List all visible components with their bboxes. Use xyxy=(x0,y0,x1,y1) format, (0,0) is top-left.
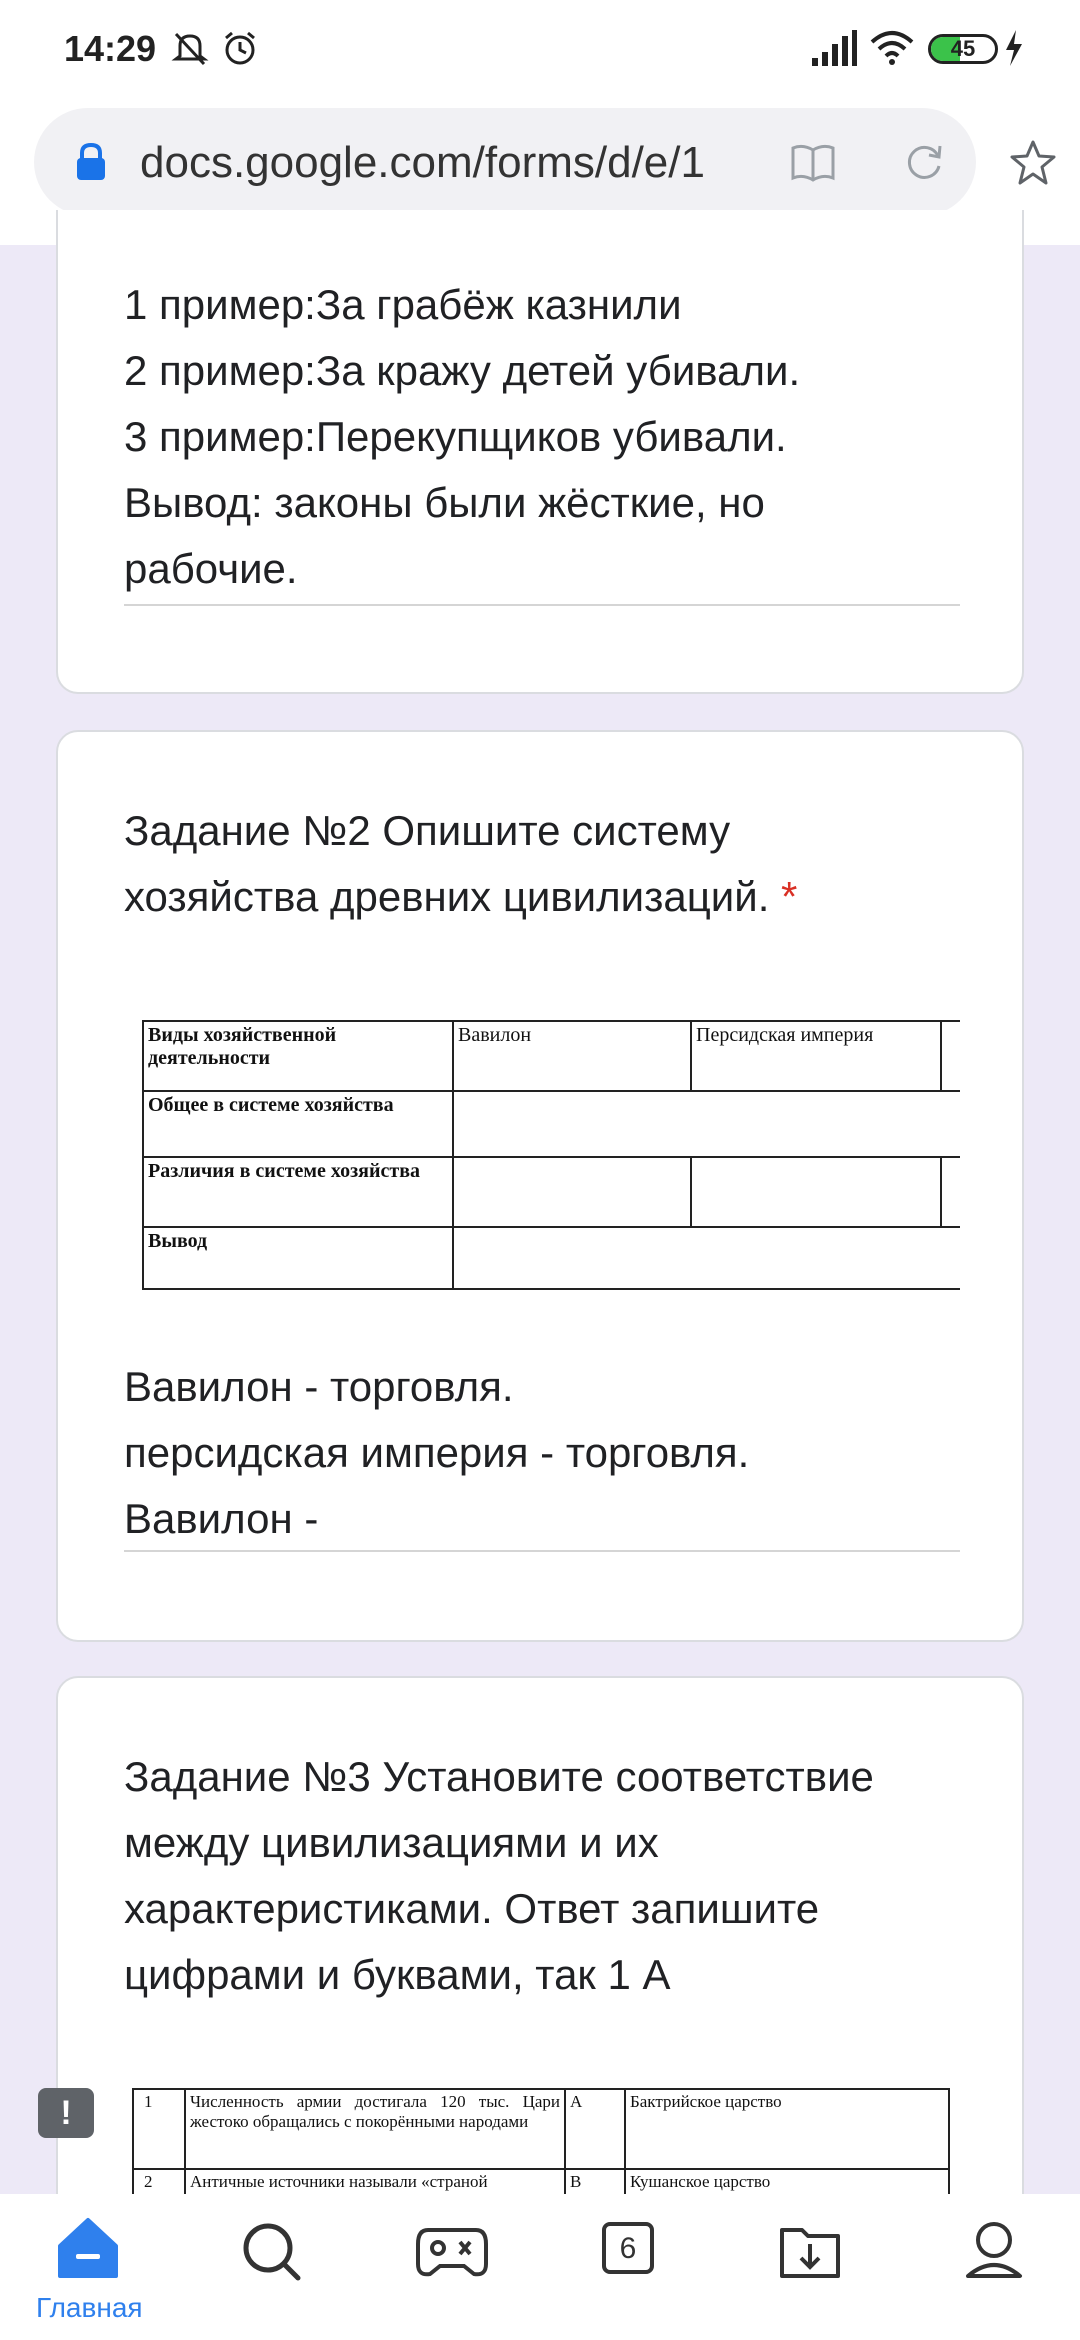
row-number: 1 xyxy=(133,2089,185,2169)
table-cell-empty xyxy=(941,1157,960,1227)
nav-home-label: Главная xyxy=(36,2292,143,2323)
status-time: 14:29 xyxy=(64,28,157,69)
bottom-navigation xyxy=(0,2194,1080,2340)
tabs-icon xyxy=(602,2222,654,2274)
answer-line-2: 2 пример:За кражу детей убивали. xyxy=(124,347,801,394)
required-asterisk: * xyxy=(781,873,798,920)
answer-line-3: 3 пример:Перекупщиков убивали. xyxy=(124,413,787,460)
nav-games[interactable] xyxy=(400,2216,520,2336)
answer-line-1: 1 пример:За грабёж казнили xyxy=(124,281,682,328)
table-row-differences: Различия в системе хозяйства xyxy=(143,1157,453,1227)
nav-tabs[interactable] xyxy=(574,2216,694,2336)
question-image xyxy=(142,1020,960,1292)
economy-table xyxy=(142,1020,960,1290)
row-characteristic: Античные источники называли «страной xyxy=(185,2169,565,2219)
question-card-2 xyxy=(56,730,1024,1642)
question-title xyxy=(124,1744,874,2008)
lock-icon[interactable] xyxy=(74,142,108,182)
nav-search[interactable] xyxy=(210,2216,330,2336)
question-title xyxy=(124,798,797,930)
alarm-icon xyxy=(220,28,260,68)
tabs-count: 6 xyxy=(619,2232,637,2265)
bookmark-star-icon[interactable] xyxy=(1008,138,1058,188)
row-letter: А xyxy=(565,2089,625,2169)
reader-mode-icon[interactable] xyxy=(790,142,836,182)
question-card-1 xyxy=(56,210,1024,694)
answer-line-1: Вавилон - торговля. xyxy=(124,1363,514,1410)
question-title-line-2: хозяйства древних цивилизаций. xyxy=(124,873,770,920)
row-state: Бактрийское царство xyxy=(625,2089,949,2169)
question-title-line-2: между цивилизациями и их xyxy=(124,1819,659,1866)
profile-icon xyxy=(962,2218,1026,2282)
url-text[interactable]: docs.google.com/forms/d/e/1 xyxy=(140,138,705,187)
table-header-persia: Персидская империя xyxy=(691,1021,941,1091)
address-bar[interactable] xyxy=(34,108,976,216)
search-icon xyxy=(240,2220,304,2284)
question-title-line-3: характеристиками. Ответ запишите xyxy=(124,1885,820,1932)
table-header-activities: Виды хозяйственной деятельности xyxy=(143,1021,453,1091)
answer-line-5: рабочие. xyxy=(124,545,298,592)
row-number: 2 xyxy=(133,2169,185,2219)
answer-line-4: Вывод: законы были жёсткие, но xyxy=(124,479,765,526)
reload-icon[interactable] xyxy=(902,140,946,184)
downloads-icon xyxy=(778,2220,842,2280)
status-bar xyxy=(0,0,1080,100)
table-cell-empty xyxy=(453,1227,960,1289)
table-header-cut xyxy=(941,1021,960,1091)
answer-underline xyxy=(124,604,960,606)
question-title-line-1: Задание №2 Опишите систему xyxy=(124,807,731,854)
question-title-line-4: цифрами и буквами, так 1 А xyxy=(124,1951,671,1998)
charging-icon xyxy=(1002,28,1026,68)
table-cell-empty xyxy=(453,1157,691,1227)
answer-underline xyxy=(124,1550,960,1552)
table-row-conclusion: Вывод xyxy=(143,1227,453,1289)
question-card-3 xyxy=(56,1676,1024,2276)
answer-text[interactable] xyxy=(124,1354,749,1552)
answer-text[interactable] xyxy=(124,272,800,602)
table-header-babylon: Вавилон xyxy=(453,1021,691,1091)
row-letter: В xyxy=(565,2169,625,2219)
games-icon xyxy=(414,2224,490,2280)
signal-icon xyxy=(810,28,858,68)
nav-downloads[interactable] xyxy=(756,2216,876,2336)
table-row-common: Общее в системе хозяйства xyxy=(143,1091,453,1157)
question-title-line-1: Задание №3 Установите соответствие xyxy=(124,1753,874,1800)
wifi-icon xyxy=(868,28,916,68)
home-icon xyxy=(56,2216,120,2280)
battery-indicator: 45 xyxy=(928,34,998,64)
table-cell-empty xyxy=(453,1091,960,1157)
answer-line-2: персидская империя - торговля. xyxy=(124,1429,750,1476)
report-feedback-button[interactable]: ! xyxy=(38,2088,94,2138)
mute-icon xyxy=(170,28,210,68)
answer-line-3: Вавилон - xyxy=(124,1495,319,1542)
nav-home[interactable] xyxy=(28,2216,148,2336)
table-cell-empty xyxy=(691,1157,941,1227)
row-state: Кушанское царство xyxy=(625,2169,949,2219)
row-characteristic: Численность армии достигала 120 тыс. Цари жестоко обращались с покорёнными народами xyxy=(185,2089,565,2169)
nav-profile[interactable] xyxy=(932,2216,1052,2336)
